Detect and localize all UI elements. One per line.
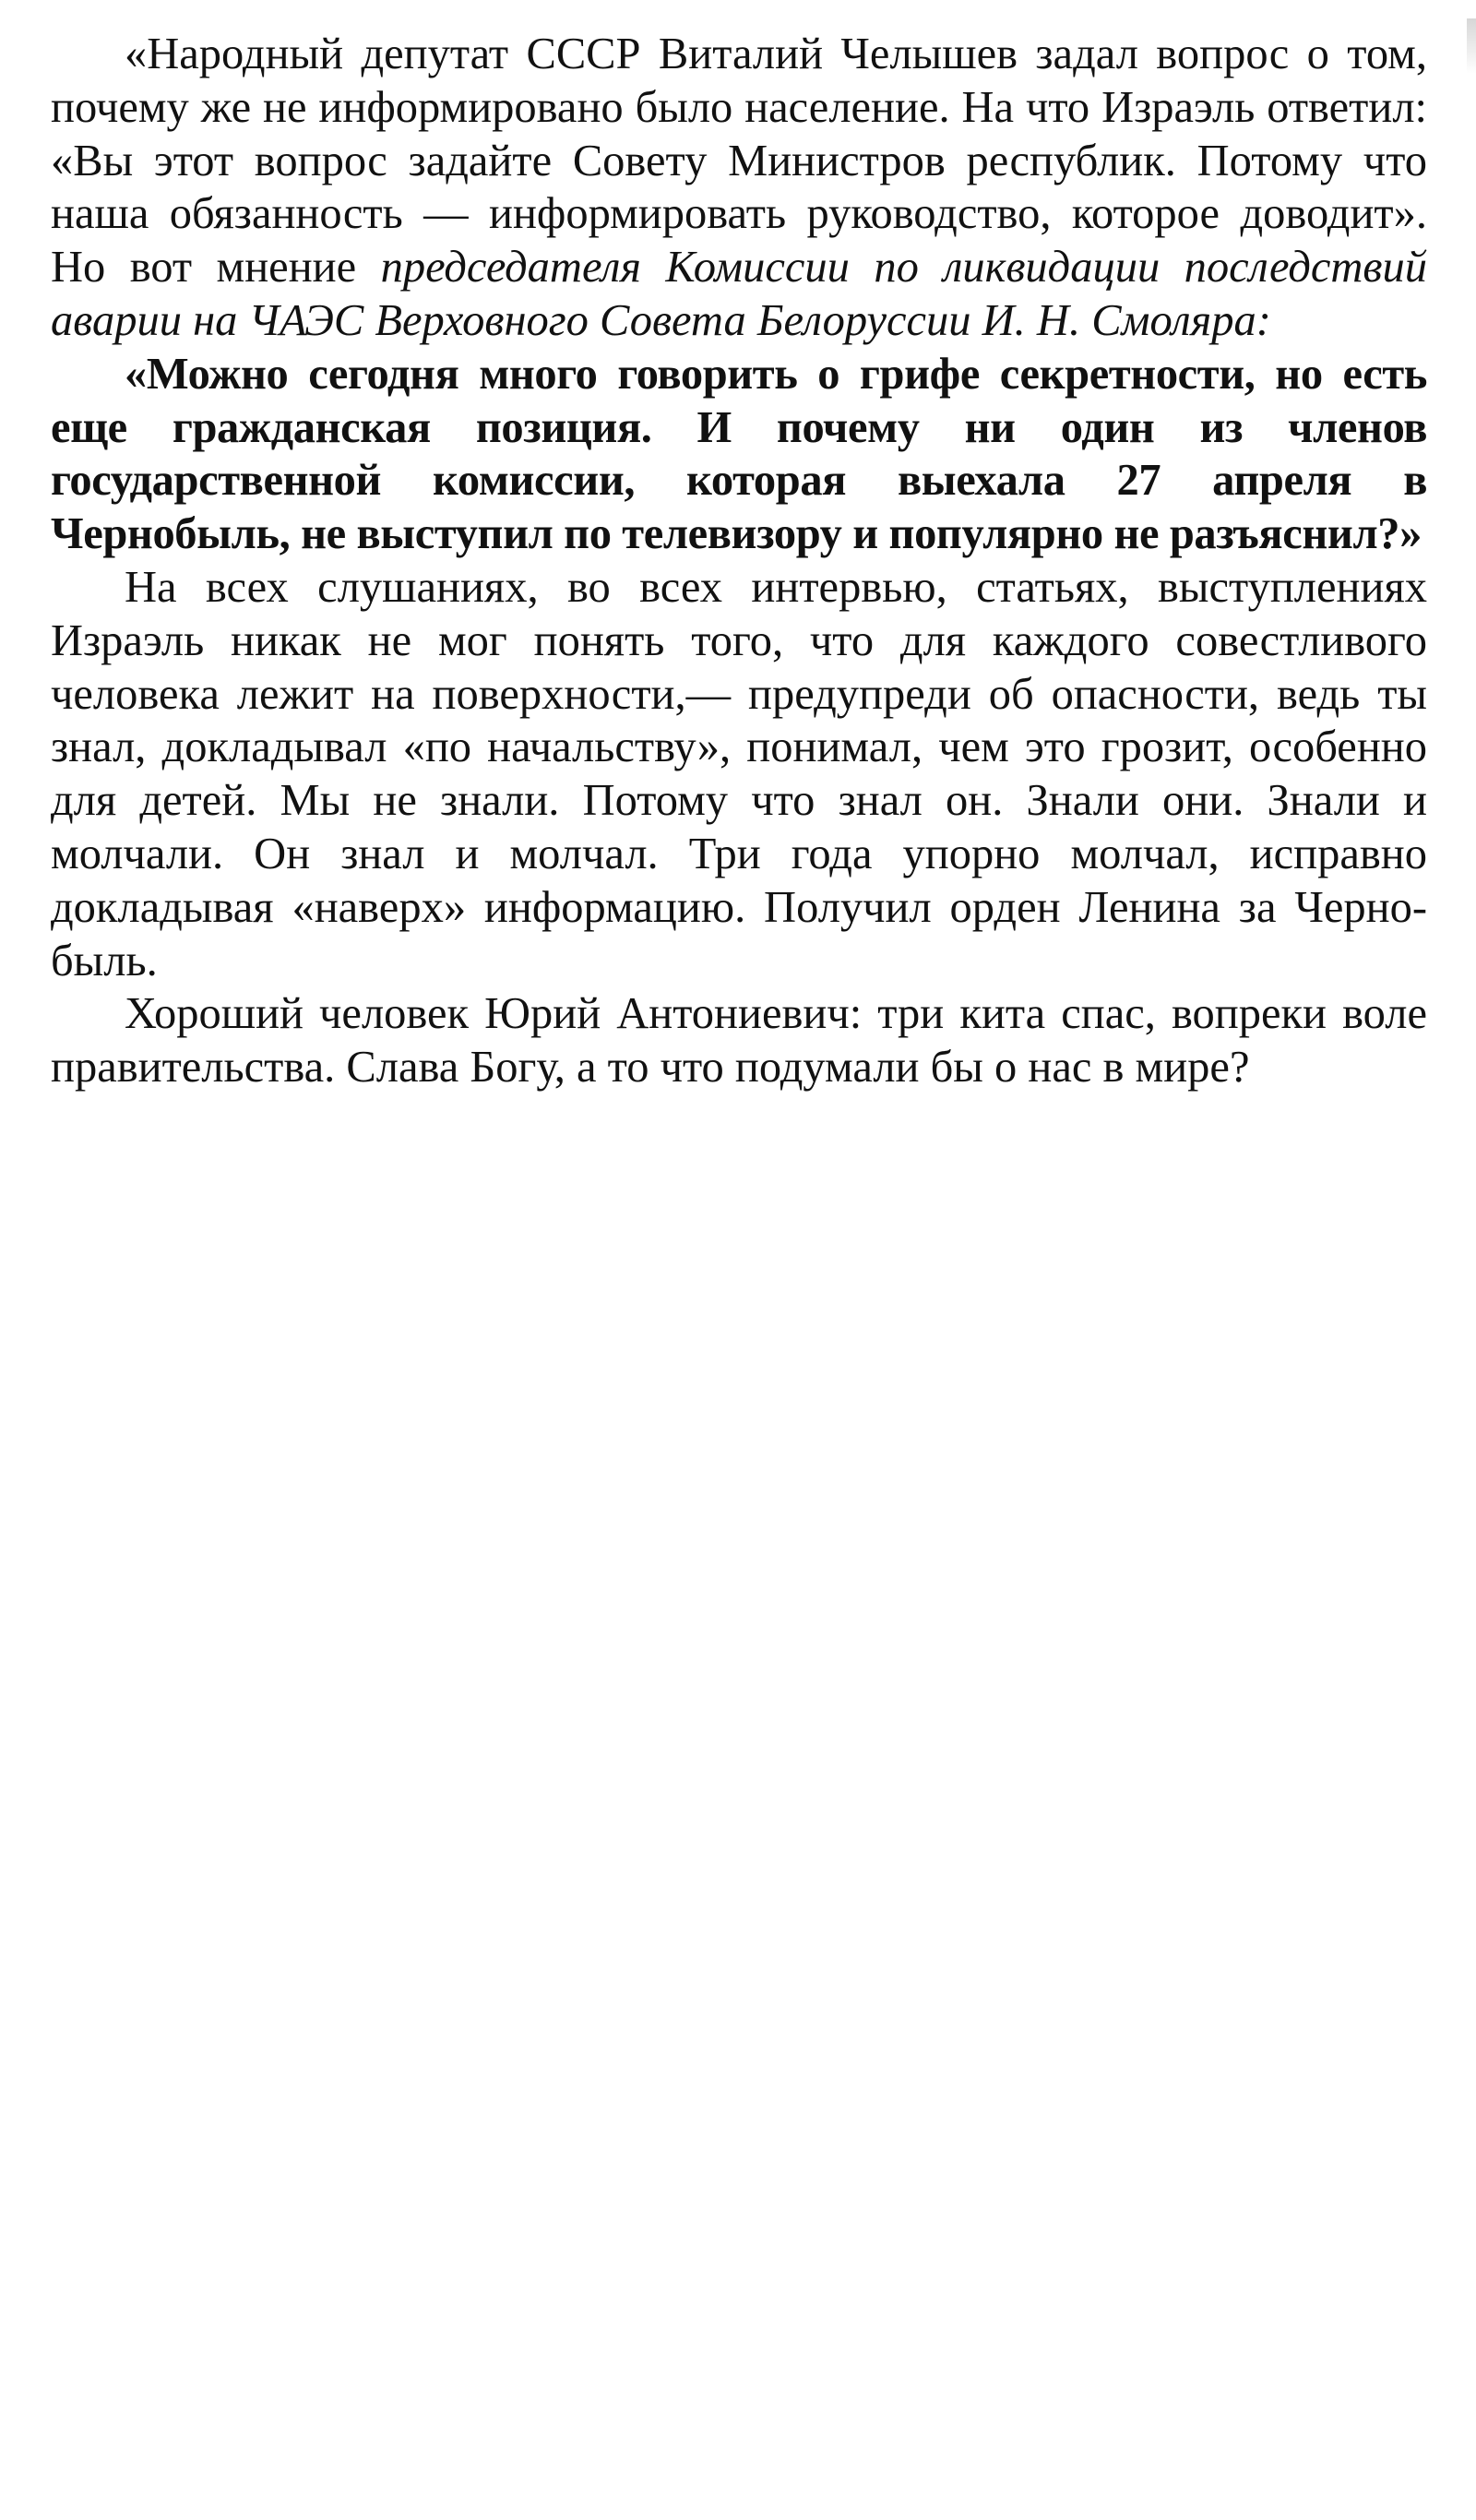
paragraph-closing xyxy=(51,987,1427,1094)
paragraph-smolyar-quote xyxy=(51,348,1427,561)
scan-edge-mark xyxy=(1467,18,1476,74)
quote-text: «Можно сегодня много говорить о грифе секретности, но есть еще гражданская позиция. И почему ни один из членов государственной комиссии, которая выехала 27 апреля в Чернобыль, не выступил по телевизору и популярно не разъяснил?» xyxy=(51,349,1427,559)
paragraph-text: «Народный депутат СССР Виталий Челышев задал вопрос о том, почему же не информировано было население. На что Израэль ответил: «Вы этот вопрос задайте Совету Министров республик. Потому что наша обязанность — информировать руководство, которое доводит». Но вот мнение xyxy=(51,30,1427,293)
paragraph-text: На всех слушаниях, во всех интервью, статьях, выступлениях Израэль никак не мог понять того, что для каждого совестливого человека лежит на поверхности,— предупреди об опасности, ведь ты знал, докладывал «по начальству», понимал, чем это грозит, особенно для детей. Мы не знали. Потому что знал он. Знали они. Знали и молчали. Он знал и молчал. Три года упорно молчал, исправно докладывая «наверх» информацию. Получил орден Ленина за Чернобыль. xyxy=(51,562,1427,985)
paragraph-hearings xyxy=(51,561,1427,987)
paragraph-text: Хороший человек Юрий Антониевич: три кита спас, вопреки воле правительства. Слава Богу, а то что подумали бы о нас в мире? xyxy=(51,989,1427,1093)
paragraph-chelyshev-question xyxy=(51,28,1427,348)
paragraph-text-italic: председателя Комиссии по ликвидации последствий аварии на ЧАЭС Верховного Совета Белоруссии И. Н. Смоляра: xyxy=(51,243,1427,345)
book-page xyxy=(51,28,1427,1094)
